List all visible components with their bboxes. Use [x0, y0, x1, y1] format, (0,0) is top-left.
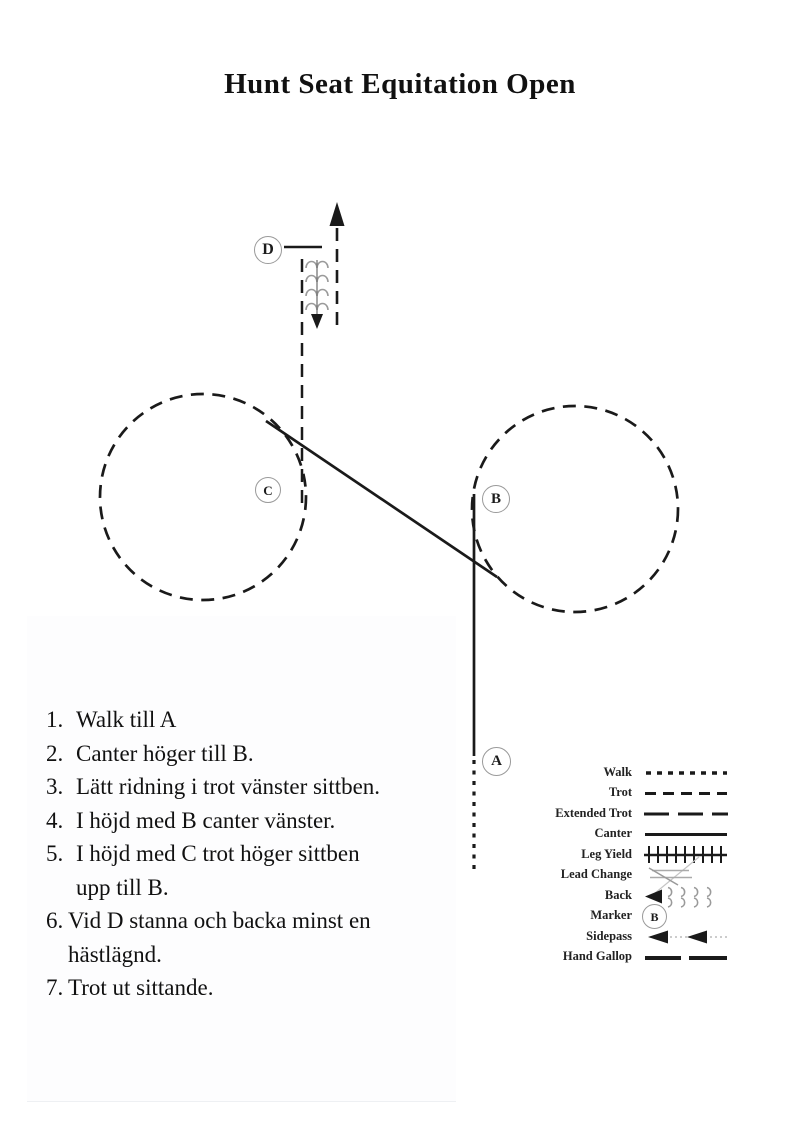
- legend: [492, 762, 632, 966]
- legend-label-lead-change: Lead Change: [560, 867, 632, 882]
- instruction-text: upp till B.: [76, 874, 169, 900]
- instruction-text: hästlägnd.: [68, 941, 162, 967]
- instruction-number: 7.: [46, 975, 64, 1000]
- marker-a: A: [482, 747, 511, 776]
- marker-d: D: [254, 236, 282, 264]
- legend-lead-change-symbol: [649, 868, 692, 885]
- instruction-text: Vid D stanna och backa minst en: [68, 908, 371, 933]
- back-up-arrow-down-icon: [306, 260, 328, 329]
- instruction-text: Canter höger till B.: [76, 740, 254, 766]
- exit-arrow-up-icon: [330, 202, 345, 325]
- instruction-item: [46, 804, 466, 838]
- legend-label-walk: Walk: [603, 765, 632, 779]
- instruction-text: I höjd med C trot höger sittben: [76, 841, 360, 866]
- legend-label-canter: Canter: [594, 826, 632, 841]
- legend-label-trot: Trot: [608, 785, 632, 800]
- instruction-number: 3.: [46, 774, 64, 799]
- instruction-item: [46, 703, 466, 737]
- instruction-text: Walk till A: [76, 707, 177, 732]
- legend-label-back: Back: [604, 887, 632, 902]
- instruction-list: [46, 703, 466, 1005]
- legend-leg-yield-symbol: [644, 846, 727, 863]
- instruction-item: [46, 971, 466, 1005]
- instruction-number: 6.: [46, 908, 64, 933]
- page-title: Hunt Seat Equitation Open: [224, 68, 576, 100]
- marker-c: C: [255, 477, 281, 503]
- instruction-item: [46, 837, 466, 904]
- legend-label-leg-yield: Leg Yield: [581, 846, 632, 861]
- canter-diagonal-line: [266, 421, 497, 577]
- legend-label-marker: Marker: [590, 908, 632, 923]
- instruction-number: 5.: [46, 841, 64, 866]
- legend-label-hand-gallop: Hand Gallop: [562, 948, 632, 963]
- instruction-text: Lätt ridning i trot vänster sittben.: [76, 774, 381, 799]
- instruction-text: I höjd med B canter vänster.: [76, 807, 336, 833]
- instruction-number: 2.: [46, 740, 64, 766]
- marker-b: B: [482, 485, 510, 513]
- instruction-item: [46, 770, 466, 804]
- instruction-item: [46, 904, 466, 971]
- legend-sidepass-symbol: [648, 931, 727, 944]
- instruction-item: [46, 737, 466, 771]
- legend-label-extended-trot: Extended Trot: [555, 805, 632, 820]
- legend-marker-example: B: [642, 904, 667, 929]
- instruction-number: 1.: [46, 707, 64, 732]
- instruction-number: 4.: [46, 807, 64, 833]
- instruction-text: Trot ut sittande.: [68, 975, 214, 1000]
- legend-symbols: [644, 773, 728, 958]
- legend-label-sidepass: Sidepass: [586, 928, 632, 943]
